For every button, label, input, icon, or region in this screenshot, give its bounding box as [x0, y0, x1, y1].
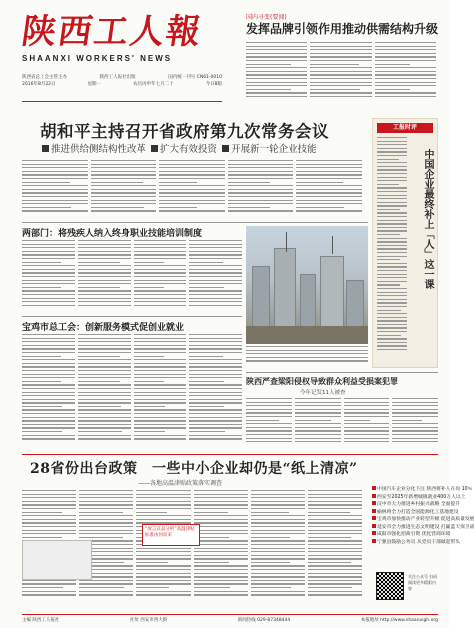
- top-story-headline[interactable]: 发挥品牌引领作用推动供需结构升级: [246, 22, 439, 36]
- text-column: [22, 240, 75, 314]
- divider: [22, 222, 368, 223]
- square-bullet-icon: [372, 531, 376, 535]
- square-bullet-icon: [372, 539, 376, 543]
- newspaper-logo: 陕西工人報: [19, 12, 205, 52]
- text-column: [194, 490, 248, 608]
- footer: [22, 617, 438, 623]
- bottom-subheadline: ——各地高温津贴政策落实调查: [138, 480, 223, 487]
- lunar-date: 农历丙申年七月二十: [133, 82, 174, 87]
- photo-caption: [246, 346, 368, 368]
- masthead-rule: [22, 101, 222, 102]
- index-item[interactable]: 汉中市大力推进乡村振兴战略 全面提升: [372, 501, 438, 509]
- page-count: 今日8版: [205, 82, 222, 87]
- footer-address: 社址 西安市西大街: [129, 618, 168, 623]
- divider: [246, 372, 438, 373]
- text-column: [78, 240, 131, 314]
- text-column: [308, 490, 362, 608]
- commentary-badge: 工报时评: [377, 123, 433, 133]
- square-bullet-icon: [42, 145, 49, 152]
- text-column: [377, 137, 407, 365]
- issn: 国内统一刊号 CN61-0010: [168, 75, 222, 80]
- text-column: [22, 334, 75, 450]
- square-bullet-icon: [222, 145, 229, 152]
- square-bullet-icon: [372, 494, 376, 498]
- text-column: [189, 334, 242, 450]
- section3-body: [246, 398, 438, 450]
- footer-editor: 主编 陕西工人报社: [22, 618, 60, 623]
- publisher: 陕西省总工会主管主办: [22, 75, 67, 80]
- square-bullet-icon: [372, 516, 376, 520]
- section2-headline[interactable]: 宝鸡市总工会：创新服务模式促创业就业: [22, 323, 185, 333]
- bottom-headline[interactable]: 28省份出台政策 一些中小企业却仍是“纸上清凉”: [30, 461, 358, 477]
- index-item[interactable]: 延安市全力推进生态文明建设 打赢蓝天保卫战: [372, 524, 438, 532]
- qr-code-icon[interactable]: [376, 572, 404, 600]
- text-column: [246, 42, 307, 104]
- index-list: [372, 486, 474, 546]
- index-column: [372, 486, 474, 618]
- square-bullet-icon: [372, 486, 376, 490]
- text-column: [251, 490, 305, 608]
- text-column: [295, 398, 341, 450]
- text-column: [134, 240, 187, 314]
- qr-caption: 关注公众号 扫码阅读更多精彩内容: [408, 574, 438, 591]
- masthead: [19, 12, 222, 102]
- text-column: [22, 160, 88, 220]
- construction-photo: [246, 226, 368, 344]
- footer-website[interactable]: 本报地址 http://www.shaanxigh.org: [360, 618, 438, 623]
- divider: [22, 316, 242, 317]
- square-bullet-icon: [372, 524, 376, 528]
- square-bullet-icon: [372, 509, 376, 513]
- commentary-title[interactable]: 中国企业最终补上「人」这一课: [422, 149, 433, 289]
- index-item[interactable]: 咸阳市强化招商引资 优化营商环境: [372, 531, 438, 539]
- text-column: [375, 42, 436, 104]
- index-item[interactable]: 宝鸡市加快推动产业转型升级 促进高质量发展: [372, 516, 438, 524]
- main-subheadline: 推进供给侧结构性改革 扩大有效投资 开展新一轮企业技能: [40, 141, 370, 155]
- text-column: [159, 160, 225, 220]
- top-story-label: 国内寻变(要闻): [246, 14, 287, 21]
- main-story-body: [22, 160, 362, 220]
- index-item[interactable]: 宁强县鼓励公务员 从党员干部做起带头: [372, 539, 438, 547]
- text-column: [228, 160, 294, 220]
- bottom-story-callout: “放言议品分析”高温津贴标准由何而来: [142, 524, 200, 546]
- section3-headline[interactable]: 陕西严查梁阳侵权导致群众利益受损案犯罪: [246, 376, 398, 386]
- issue-weekday: 星期一: [87, 82, 102, 87]
- footer-hotline: 新闻热线 029-87348444: [237, 618, 291, 623]
- text-column: [246, 398, 292, 450]
- commentary-column: [372, 118, 438, 368]
- issue-date: 2016年8月22日: [22, 82, 56, 87]
- section1-headline[interactable]: 两部门：将残疾人纳入终身职业技能培训制度: [22, 229, 203, 239]
- footer-rule: [22, 614, 438, 615]
- text-column: [91, 160, 157, 220]
- masthead-info: [22, 74, 222, 88]
- commentary-body: [377, 137, 407, 365]
- text-column: [246, 346, 368, 368]
- text-column: [134, 334, 187, 450]
- bottom-story-chart-image: [22, 540, 92, 580]
- newspaper-logo-english: SHAANXI WORKERS' NEWS: [22, 54, 173, 63]
- publisher-org: 陕西工人报社出版: [99, 75, 136, 80]
- section2-body: [22, 334, 242, 450]
- square-bullet-icon: [151, 145, 158, 152]
- text-column: [296, 160, 362, 220]
- section1-body: [22, 240, 242, 314]
- text-column: [344, 398, 390, 450]
- text-column: [189, 240, 242, 314]
- index-item[interactable]: 榆林将全力打造全国能源化工基地建设: [372, 509, 438, 517]
- text-column: [310, 42, 371, 104]
- text-column: [136, 490, 190, 608]
- top-story-body: [246, 42, 436, 104]
- index-item[interactable]: 中国汽车企业分化下注 陕西将补人在岗 10％: [372, 486, 438, 494]
- text-column: [78, 334, 131, 450]
- square-bullet-icon: [372, 501, 376, 505]
- main-headline[interactable]: 胡和平主持召开省政府第九次常务会议: [40, 122, 329, 141]
- divider: [22, 454, 438, 455]
- section3-subheadline: 今年记发11人被查: [300, 390, 346, 396]
- text-column: [392, 398, 438, 450]
- index-item[interactable]: 西安至2025年新增城镇就业400万人以上: [372, 494, 438, 502]
